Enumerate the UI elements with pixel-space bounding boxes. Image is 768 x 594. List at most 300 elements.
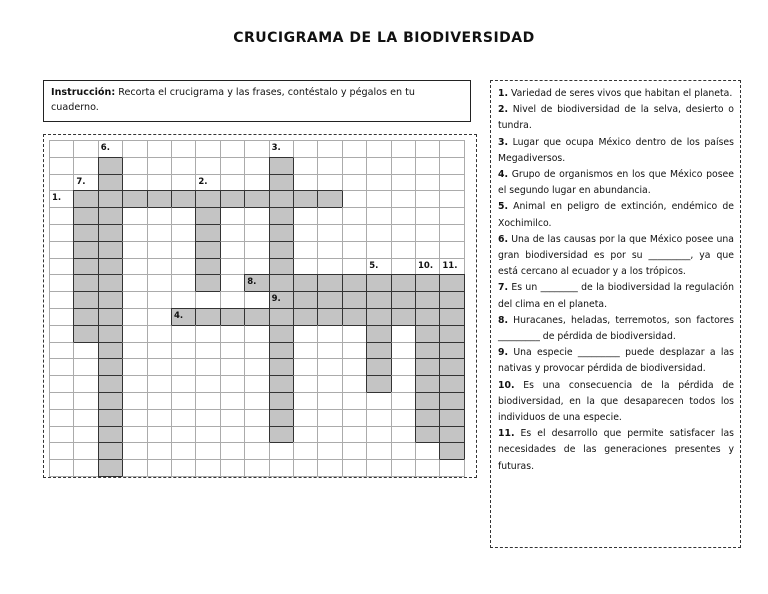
crossword-cell bbox=[171, 409, 196, 427]
crossword-cell bbox=[244, 291, 269, 309]
crossword-cell bbox=[391, 241, 416, 259]
crossword-cell bbox=[342, 157, 367, 175]
crossword-cell bbox=[439, 241, 464, 259]
crossword-cell bbox=[415, 241, 440, 259]
crossword-cell bbox=[147, 342, 172, 360]
crossword-answer-cell bbox=[439, 342, 464, 360]
crossword-answer-cell bbox=[439, 358, 464, 376]
crossword-cell bbox=[244, 140, 269, 158]
crossword-cell bbox=[293, 459, 318, 477]
crossword-answer-cell bbox=[171, 190, 196, 208]
crossword-cell bbox=[122, 325, 147, 343]
clue-text: Una de las causas por la que México posee una gran biodiversidad es por su _________, ya que está cercano al ecuador y a los trópicos. bbox=[498, 233, 734, 278]
crossword-answer-cell bbox=[415, 392, 440, 410]
clue-text: Es una consecuencia de la pérdida de biodiversidad, en la que desaparecen todos los individuos de una especie. bbox=[498, 379, 734, 424]
crossword-cell bbox=[147, 274, 172, 292]
crossword-cell bbox=[220, 358, 245, 376]
crossword-cell bbox=[366, 174, 391, 192]
crossword-answer-cell bbox=[195, 308, 220, 326]
crossword-cell bbox=[366, 459, 391, 477]
crossword-cell bbox=[171, 241, 196, 259]
crossword-cell bbox=[391, 224, 416, 242]
clue-text: Animal en peligro de extinción, endémico de Xochimilco. bbox=[498, 201, 734, 229]
crossword-answer-cell bbox=[391, 274, 416, 292]
crossword-cell bbox=[391, 174, 416, 192]
crossword-cell bbox=[342, 392, 367, 410]
crossword-cell bbox=[391, 140, 416, 158]
crossword-cell bbox=[122, 258, 147, 276]
clue-number: 8. bbox=[498, 314, 509, 326]
crossword-answer-cell bbox=[195, 241, 220, 259]
crossword-cell bbox=[122, 308, 147, 326]
crossword-cell bbox=[366, 190, 391, 208]
clue-text: Nivel de biodiversidad de la selva, desierto o tundra. bbox=[498, 104, 734, 132]
crossword-cell bbox=[244, 358, 269, 376]
crossword-cell bbox=[195, 375, 220, 393]
crossword-cell bbox=[73, 140, 98, 158]
crossword-cell bbox=[293, 140, 318, 158]
crossword-cell bbox=[147, 375, 172, 393]
crossword-cell bbox=[342, 140, 367, 158]
crossword-cell bbox=[317, 140, 342, 158]
clue-10 bbox=[498, 378, 734, 427]
crossword-cell bbox=[342, 241, 367, 259]
crossword-cell bbox=[49, 274, 74, 292]
crossword-cell bbox=[220, 274, 245, 292]
crossword-cell bbox=[366, 140, 391, 158]
crossword-cell bbox=[439, 157, 464, 175]
crossword-answer-cell bbox=[439, 442, 464, 460]
crossword-cell bbox=[342, 224, 367, 242]
crossword-answer-cell bbox=[98, 459, 123, 477]
crossword-cell bbox=[391, 157, 416, 175]
crossword-cell bbox=[147, 426, 172, 444]
crossword-answer-cell bbox=[415, 375, 440, 393]
crossword-cell bbox=[73, 459, 98, 477]
crossword-cell bbox=[244, 442, 269, 460]
clue-number: 2. bbox=[498, 104, 509, 116]
crossword-cell bbox=[415, 207, 440, 225]
crossword-cell bbox=[147, 291, 172, 309]
crossword-answer-cell bbox=[98, 375, 123, 393]
crossword-cell bbox=[73, 426, 98, 444]
crossword-cell bbox=[391, 325, 416, 343]
crossword-cell bbox=[171, 157, 196, 175]
clue-number: 5. bbox=[498, 201, 509, 213]
crossword-cell bbox=[342, 342, 367, 360]
crossword-cell bbox=[391, 426, 416, 444]
crossword-cell bbox=[342, 442, 367, 460]
crossword-answer-cell bbox=[98, 224, 123, 242]
crossword-answer-cell bbox=[317, 274, 342, 292]
clue-5 bbox=[498, 199, 734, 231]
crossword-cell bbox=[439, 174, 464, 192]
crossword-cell bbox=[122, 291, 147, 309]
crossword-cell bbox=[391, 190, 416, 208]
crossword-answer-cell bbox=[439, 308, 464, 326]
crossword-cell bbox=[244, 426, 269, 444]
crossword-cell bbox=[220, 174, 245, 192]
crossword-cell bbox=[391, 258, 416, 276]
crossword-answer-cell bbox=[269, 308, 294, 326]
crossword-cell bbox=[342, 174, 367, 192]
crossword-cell bbox=[293, 241, 318, 259]
crossword-cell bbox=[317, 258, 342, 276]
crossword-cell bbox=[171, 274, 196, 292]
crossword-cell bbox=[391, 342, 416, 360]
crossword-cell bbox=[244, 207, 269, 225]
crossword-cell bbox=[49, 174, 74, 192]
crossword-cell bbox=[220, 207, 245, 225]
crossword-cell bbox=[244, 258, 269, 276]
crossword-cell bbox=[195, 291, 220, 309]
crossword-answer-cell bbox=[317, 291, 342, 309]
crossword-cell bbox=[439, 140, 464, 158]
crossword-cell bbox=[317, 224, 342, 242]
crossword-answer-cell bbox=[293, 274, 318, 292]
crossword-cell bbox=[171, 442, 196, 460]
crossword-answer-cell bbox=[342, 308, 367, 326]
crossword-answer-cell bbox=[415, 308, 440, 326]
crossword-cell bbox=[293, 409, 318, 427]
crossword-cell bbox=[244, 157, 269, 175]
crossword-cell bbox=[366, 426, 391, 444]
clue-number: 4. bbox=[498, 169, 509, 181]
crossword-cell bbox=[171, 224, 196, 242]
crossword-cell bbox=[195, 426, 220, 444]
clue-text: Una especie _________ puede desplazar a las nativas y provocar pérdida de biodiversidad. bbox=[498, 347, 734, 375]
crossword-answer-cell bbox=[98, 308, 123, 326]
clue-number: 1. bbox=[498, 88, 509, 99]
crossword-cell bbox=[244, 392, 269, 410]
crossword-cell bbox=[122, 442, 147, 460]
crossword-answer-cell bbox=[73, 207, 98, 225]
crossword-answer-cell bbox=[293, 308, 318, 326]
crossword-cell bbox=[293, 207, 318, 225]
clue-text: Lugar que ocupa México dentro de los países Megadiversos. bbox=[498, 136, 734, 164]
crossword-cell bbox=[391, 375, 416, 393]
clues-box bbox=[490, 80, 741, 548]
crossword-cell bbox=[439, 459, 464, 477]
crossword-cell bbox=[122, 375, 147, 393]
crossword-cell bbox=[171, 342, 196, 360]
crossword-cell bbox=[171, 325, 196, 343]
crossword-cell bbox=[49, 426, 74, 444]
crossword-cell bbox=[122, 409, 147, 427]
crossword-cell bbox=[49, 258, 74, 276]
crossword-cell bbox=[195, 442, 220, 460]
clue-2 bbox=[498, 102, 734, 134]
crossword-cell bbox=[49, 358, 74, 376]
crossword-cell bbox=[49, 409, 74, 427]
crossword-cell bbox=[244, 342, 269, 360]
crossword-answer-cell bbox=[269, 258, 294, 276]
crossword-cell bbox=[195, 409, 220, 427]
crossword-cell bbox=[317, 442, 342, 460]
crossword-answer-cell bbox=[73, 291, 98, 309]
crossword-cell bbox=[171, 392, 196, 410]
crossword-cell bbox=[415, 140, 440, 158]
crossword-cell bbox=[415, 224, 440, 242]
crossword-cell bbox=[195, 157, 220, 175]
crossword-cell bbox=[293, 174, 318, 192]
crossword-cell bbox=[415, 442, 440, 460]
crossword-cell bbox=[147, 409, 172, 427]
crossword-answer-cell bbox=[439, 325, 464, 343]
crossword-cell bbox=[171, 358, 196, 376]
crossword-cell bbox=[244, 375, 269, 393]
crossword-cell bbox=[342, 426, 367, 444]
clue-4 bbox=[498, 167, 734, 199]
crossword-answer-cell bbox=[195, 190, 220, 208]
clue-number: 3. bbox=[498, 136, 509, 148]
crossword-cell bbox=[366, 224, 391, 242]
crossword-cell bbox=[317, 358, 342, 376]
crossword-cell bbox=[122, 459, 147, 477]
crossword-cell bbox=[49, 442, 74, 460]
crossword-cell bbox=[49, 375, 74, 393]
crossword-cell bbox=[171, 459, 196, 477]
crossword-number: 5. bbox=[369, 260, 379, 271]
crossword-cell bbox=[195, 392, 220, 410]
crossword-cell bbox=[366, 392, 391, 410]
crossword-answer-cell bbox=[195, 207, 220, 225]
crossword-cell bbox=[439, 190, 464, 208]
crossword-answer-cell bbox=[98, 291, 123, 309]
crossword-cell bbox=[366, 241, 391, 259]
crossword-answer-cell bbox=[415, 358, 440, 376]
clue-text: Huracanes, heladas, terremotos, son factores _________ de pérdida de biodiversidad. bbox=[498, 314, 734, 343]
crossword-cell bbox=[366, 207, 391, 225]
crossword-cell bbox=[73, 157, 98, 175]
crossword-answer-cell bbox=[244, 190, 269, 208]
crossword-number: 2. bbox=[198, 176, 208, 187]
crossword-cell bbox=[49, 207, 74, 225]
crossword-answer-cell bbox=[73, 190, 98, 208]
clue-11 bbox=[498, 426, 734, 475]
crossword-cell bbox=[391, 459, 416, 477]
crossword-cell bbox=[122, 342, 147, 360]
crossword-answer-cell bbox=[73, 274, 98, 292]
crossword-cell bbox=[195, 459, 220, 477]
crossword-cell bbox=[342, 258, 367, 276]
crossword-cell bbox=[220, 409, 245, 427]
crossword-number: 6. bbox=[100, 143, 110, 153]
instruction-text: Recorta el crucigrama y las frases, contéstalo y pégalos en tu cuaderno. bbox=[51, 87, 415, 113]
crossword-answer-cell bbox=[269, 174, 294, 192]
clue-6 bbox=[498, 232, 734, 281]
crossword-answer-cell bbox=[147, 190, 172, 208]
crossword-answer-cell bbox=[415, 426, 440, 444]
crossword-cell bbox=[342, 375, 367, 393]
crossword-cell bbox=[220, 258, 245, 276]
crossword-number: 3. bbox=[271, 143, 281, 153]
crossword-number: 8. bbox=[247, 277, 257, 288]
crossword-answer-cell bbox=[98, 392, 123, 410]
crossword-answer-cell bbox=[244, 308, 269, 326]
crossword-answer-cell bbox=[293, 190, 318, 208]
crossword-answer-cell bbox=[269, 190, 294, 208]
crossword-cell bbox=[439, 207, 464, 225]
crossword-cell bbox=[293, 258, 318, 276]
crossword-answer-cell bbox=[269, 426, 294, 444]
instruction-box bbox=[43, 80, 471, 122]
crossword-cell bbox=[317, 375, 342, 393]
clue-number: 10. bbox=[498, 379, 515, 391]
crossword-cell bbox=[342, 207, 367, 225]
crossword-cell bbox=[147, 258, 172, 276]
crossword-answer-cell bbox=[98, 258, 123, 276]
crossword-cell bbox=[49, 291, 74, 309]
crossword-cell bbox=[49, 459, 74, 477]
crossword-number: 10. bbox=[418, 260, 434, 271]
crossword-cell bbox=[122, 157, 147, 175]
crossword-answer-cell bbox=[98, 342, 123, 360]
crossword-cell bbox=[195, 342, 220, 360]
crossword-answer-cell bbox=[366, 274, 391, 292]
crossword-number: 9. bbox=[271, 294, 281, 305]
crossword-answer-cell bbox=[415, 409, 440, 427]
crossword-answer-cell bbox=[122, 190, 147, 208]
crossword-cell bbox=[147, 241, 172, 259]
crossword-answer-cell bbox=[269, 392, 294, 410]
crossword-answer-cell bbox=[366, 325, 391, 343]
crossword-cell bbox=[220, 140, 245, 158]
crossword-answer-cell bbox=[366, 308, 391, 326]
crossword-number: 7. bbox=[76, 176, 86, 187]
crossword-cell bbox=[366, 409, 391, 427]
crossword-cell bbox=[49, 140, 74, 158]
crossword-cell bbox=[293, 358, 318, 376]
crossword-number: 1. bbox=[52, 193, 62, 204]
crossword-answer-cell bbox=[391, 308, 416, 326]
clue-3 bbox=[498, 135, 734, 167]
crossword-answer-cell bbox=[317, 308, 342, 326]
crossword-cell bbox=[244, 409, 269, 427]
clue-number: 7. bbox=[498, 282, 509, 294]
crossword-cell bbox=[317, 325, 342, 343]
crossword-answer-cell bbox=[342, 291, 367, 309]
crossword-cell bbox=[317, 157, 342, 175]
crossword-cell bbox=[293, 325, 318, 343]
page-title: CRUCIGRAMA DE LA BIODIVERSIDAD bbox=[233, 30, 535, 46]
crossword-cell bbox=[147, 174, 172, 192]
crossword-cell bbox=[391, 409, 416, 427]
crossword-cell bbox=[415, 190, 440, 208]
crossword-answer-cell bbox=[98, 174, 123, 192]
crossword-cell bbox=[171, 426, 196, 444]
crossword-cell bbox=[122, 224, 147, 242]
instruction-label: Instrucción: bbox=[51, 87, 116, 98]
crossword-answer-cell bbox=[98, 274, 123, 292]
crossword-cell bbox=[293, 342, 318, 360]
crossword-cell bbox=[366, 442, 391, 460]
crossword-answer-cell bbox=[391, 291, 416, 309]
crossword-answer-cell bbox=[269, 207, 294, 225]
crossword-answer-cell bbox=[415, 325, 440, 343]
crossword-answer-cell bbox=[269, 224, 294, 242]
crossword-answer-cell bbox=[98, 409, 123, 427]
crossword-cell bbox=[391, 207, 416, 225]
crossword-cell bbox=[49, 308, 74, 326]
crossword-cell bbox=[73, 442, 98, 460]
clue-8 bbox=[498, 313, 734, 345]
crossword-cell bbox=[73, 358, 98, 376]
crossword-answer-cell bbox=[73, 325, 98, 343]
crossword-answer-cell bbox=[293, 291, 318, 309]
crossword-cell bbox=[391, 392, 416, 410]
crossword-cell bbox=[49, 157, 74, 175]
clue-7 bbox=[498, 280, 734, 312]
crossword-answer-cell bbox=[439, 409, 464, 427]
crossword-cell bbox=[195, 140, 220, 158]
crossword-cell bbox=[122, 274, 147, 292]
crossword-cell bbox=[366, 157, 391, 175]
crossword-cell bbox=[171, 258, 196, 276]
crossword-cell bbox=[171, 174, 196, 192]
crossword-cell bbox=[122, 174, 147, 192]
crossword-answer-cell bbox=[415, 291, 440, 309]
crossword-cell bbox=[73, 409, 98, 427]
clue-number: 9. bbox=[498, 347, 509, 359]
crossword-cell bbox=[147, 392, 172, 410]
crossword-cell bbox=[317, 241, 342, 259]
crossword-cell bbox=[220, 291, 245, 309]
crossword-cell bbox=[122, 358, 147, 376]
crossword-answer-cell bbox=[269, 409, 294, 427]
crossword-answer-cell bbox=[98, 442, 123, 460]
crossword-cell bbox=[244, 224, 269, 242]
crossword-cell bbox=[49, 325, 74, 343]
crossword-cell bbox=[171, 207, 196, 225]
crossword-cell bbox=[122, 207, 147, 225]
crossword-answer-cell bbox=[73, 258, 98, 276]
crossword-cell bbox=[317, 459, 342, 477]
crossword-cell bbox=[220, 442, 245, 460]
crossword-cell bbox=[73, 375, 98, 393]
crossword-cell bbox=[293, 157, 318, 175]
crossword-cell bbox=[147, 140, 172, 158]
crossword-answer-cell bbox=[98, 325, 123, 343]
crossword-answer-cell bbox=[269, 325, 294, 343]
clue-text: Variedad de seres vivos que habitan el planeta. bbox=[508, 88, 733, 99]
crossword-cell bbox=[244, 241, 269, 259]
crossword-cell bbox=[269, 442, 294, 460]
crossword-cell bbox=[220, 375, 245, 393]
crossword-cell bbox=[73, 392, 98, 410]
crossword-cell bbox=[317, 207, 342, 225]
crossword-answer-cell bbox=[269, 274, 294, 292]
crossword-cell bbox=[244, 174, 269, 192]
clue-text: Es un ________ de la biodiversidad la regulación del clima en el planeta. bbox=[498, 282, 734, 310]
crossword-cell bbox=[147, 207, 172, 225]
crossword-answer-cell bbox=[366, 342, 391, 360]
crossword-cell bbox=[49, 224, 74, 242]
crossword-answer-cell bbox=[73, 308, 98, 326]
crossword-answer-cell bbox=[98, 157, 123, 175]
crossword-cell bbox=[269, 459, 294, 477]
crossword-cell bbox=[293, 392, 318, 410]
crossword-cell bbox=[49, 241, 74, 259]
crossword-cell bbox=[220, 459, 245, 477]
crossword-answer-cell bbox=[195, 224, 220, 242]
crossword-cell bbox=[293, 224, 318, 242]
crossword-cell bbox=[220, 342, 245, 360]
crossword-answer-cell bbox=[439, 392, 464, 410]
crossword-answer-cell bbox=[195, 274, 220, 292]
crossword-cell bbox=[122, 140, 147, 158]
crossword-answer-cell bbox=[220, 190, 245, 208]
